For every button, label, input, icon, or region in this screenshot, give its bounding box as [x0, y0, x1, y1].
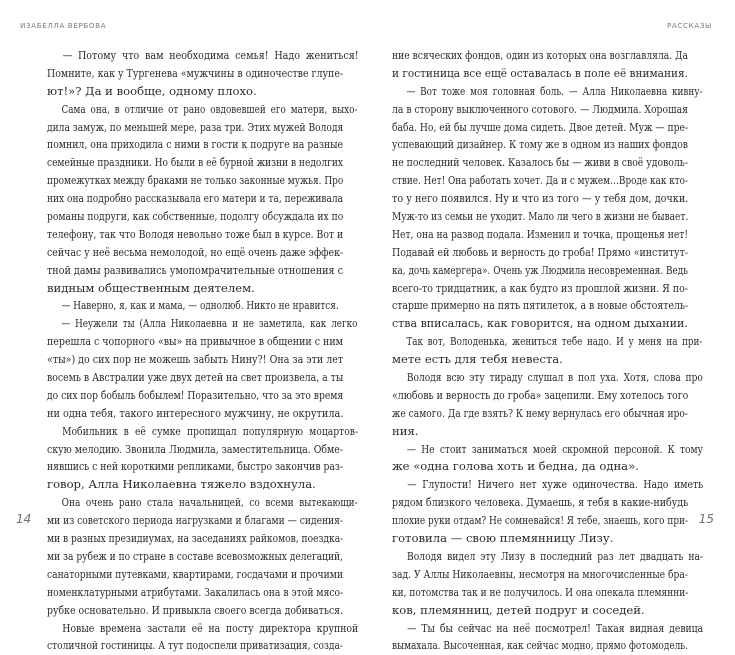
- text-line: ка, дочь камергера». Очень уж Людмила несовременная. Ведь: [392, 262, 689, 277]
- text-line: «ты») до сих пор не можешь забыть Нину?! Она за эти лет: [47, 352, 344, 367]
- text-line: до сих пор бобыль бобылем! Поразительно, что за это время: [47, 387, 344, 402]
- text-line: же «одна голова хоть и бедна, да одна».: [392, 459, 639, 474]
- text-line: — Наверно, я, как и мама, — однолюб. Никто не нравится.: [61, 298, 339, 313]
- text-line: Новые времена застали её на посту директора крупной: [62, 620, 359, 635]
- text-line: — Неужели ты (Алла Николаевна и не заметила, как легко: [61, 316, 358, 331]
- text-line: Подавай ей любовь и верность до гроба! Прямо «институт-: [392, 244, 689, 259]
- text-line: Володя всю эту тираду слушал в пол уха. Хотя, слова про: [406, 370, 703, 385]
- text-line: ют!»? Да и вообще, одному плохо.: [47, 83, 257, 98]
- text-line: Помните, как у Тургенева «мужчины в одиночестве глупе-: [47, 65, 344, 80]
- text-line: ние всяческих фондов, один из которых она возглавляла. Да: [392, 48, 688, 62]
- text-line: старше примерно на пять пятилеток, а в новые обстоятель-: [392, 298, 689, 313]
- text-line: романы подруги, как собственные, подолгу обсуждала их по: [47, 209, 344, 224]
- text-line: ми за рубеж и по стране в составе всевозможных делегаций,: [47, 548, 344, 563]
- text-line: то у него появился. Ну и что из того — у тебя дом, дочки.: [392, 191, 689, 206]
- text-line: — Потому что вам необходима семья! Надо жениться!: [62, 48, 359, 62]
- text-line: промежутках между браками не только законные мужья. Про: [47, 173, 344, 188]
- text-line: скую мелодию. Звонила Людмила, заместительница. Обме-: [47, 441, 343, 456]
- text-line: ми в разных президиумах, на заседаниях райкомов, поездка-: [47, 531, 344, 546]
- text-line: «любовь и верность до гроба» зацепили. Ему хотелось того: [392, 387, 689, 402]
- text-line: ства вписалась, как говорится, на одном дыхании.: [392, 316, 688, 331]
- text-line: и гостиница все ещё оставалась в поле её внимания.: [392, 65, 688, 80]
- text-line: вымахала. Высоченная, как сейчас модно, прямо фотомодель.: [392, 638, 688, 653]
- text-line: Так вот, Володенька, жениться тебе надо. И у меня на при-: [406, 334, 703, 349]
- text-line: ла в сторону выключенного сотового. — Людмила. Хорошая: [392, 101, 688, 116]
- text-line: перешла с чопорного «вы» на привычное в общении с ним: [47, 334, 343, 349]
- text-line: Мобильник в её сумке пропищал популярную моцартов-: [62, 423, 359, 438]
- text-line: телефону, так что Володя невольно тоже был в курсе. Вот и: [47, 226, 344, 241]
- text-line: — Не стоит заниматься моей скромной персоной. К тому: [406, 441, 703, 456]
- running-head-section: РАССКАЗЫ: [666, 21, 712, 30]
- text-line: дила замуж, по меньшей мере, раза три. Этих мужей Володя: [47, 119, 344, 134]
- text-line: ни одна тебя, такого интересного мужчину, не окрутила.: [47, 405, 344, 420]
- text-line: Нет, она на развод подала. Изменил и точка, прощенья нет!: [392, 226, 689, 241]
- page-number-left: 14: [16, 512, 32, 526]
- text-line: плохие руки отдам? Не сомневайся! Я тебе, знаешь, кого при-: [392, 513, 688, 528]
- text-line: мете есть для тебя невеста.: [392, 352, 563, 367]
- text-line: готовила — свою племянницу Лизу.: [392, 531, 614, 546]
- text-line: сейчас у неё весьма немолодой, но ещё очень даже эффек-: [47, 244, 344, 259]
- text-line: Муж-то из семьи не уходит. Мало ли чего в жизни не бывает.: [392, 209, 689, 224]
- text-line: рядом близкого человека. Думаешь, я тебя в какие-нибудь: [392, 495, 689, 510]
- text-line: всего-то тридцатник, а как будто из прошлой жизни. Я по-: [392, 280, 688, 295]
- left-page-text: [47, 47, 359, 655]
- text-line: Сама она, в отличие от рано овдовевшей его матери, выхо-: [61, 101, 358, 116]
- text-line: видным общественным деятелем.: [47, 280, 255, 295]
- text-line: них она подробно рассказывала его матери и та, переживала: [47, 191, 343, 206]
- running-head-author: ИЗАБЕЛЛА ВЕРБОВА: [20, 21, 107, 30]
- text-line: баба. Но, ей бы лучше дома сидеть. Двое детей. Муж — пре-: [392, 119, 689, 134]
- text-line: рубке основательно. И привыкла своего всегда добиваться.: [47, 602, 344, 617]
- text-line: ки, потомства так и не получилось. И она опекала племянни-: [392, 584, 689, 599]
- text-line: — Вот тоже моя головная боль. — Алла Николаевна кивну-: [406, 83, 703, 98]
- text-line: успевающий дизайнер. К тому же в одном из наших фондов: [392, 137, 688, 152]
- text-line: Володя видел эту Лизу в последний раз лет двадцать на-: [407, 548, 704, 563]
- left-page: [0, 0, 367, 653]
- text-line: нявшись с ней короткими репликами, быстро закончив раз-: [47, 459, 344, 474]
- text-line: номенклатурными атрибутами. Закалилась она в этой мясо-: [47, 584, 344, 599]
- text-line: не последний человек. Казалось бы — живи в своё удоволь-: [392, 155, 689, 170]
- right-page-text: [392, 47, 704, 655]
- page-number-right: 15: [698, 512, 714, 526]
- text-line: зад. У Аллы Николаевны, несмотря на многочисленные бра-: [392, 566, 688, 581]
- text-line: — Ты бы сейчас на неё посмотрел! Такая видная девица: [407, 620, 704, 635]
- right-page: [367, 0, 735, 653]
- text-line: — Глупости! Ничего нет хуже одиночества. Надо иметь: [407, 477, 704, 492]
- text-line: ми из советского периода нагрузками и благами — сидения-: [47, 513, 343, 528]
- text-line: помнил, она приходила с ними в гости к подруге на разные: [47, 137, 344, 152]
- text-line: же самого. Да где взять? К нему вернулась его обычная иро-: [392, 405, 688, 420]
- text-line: восемь в Австралии уже двух детей на свет произвела, а ты: [47, 370, 344, 385]
- text-line: ков, племянниц, детей подруг и соседей.: [392, 602, 645, 617]
- text-line: столичной гостиницы. А тут подоспели приватизация, созда-: [47, 638, 344, 653]
- text-line: семейные праздники. Но были в её бурной жизни в недолгих: [47, 155, 343, 170]
- text-line: Она очень рано стала начальницей, со всеми вытекающи-: [61, 495, 358, 510]
- text-line: говор, Алла Николаевна тяжело вздохнула.: [47, 477, 316, 492]
- text-line: ствие. Нет! Она работать хочет. Да и с мужем…Вроде как кто-: [392, 173, 689, 188]
- text-line: тной дамы развивались умопомрачительные отношения с: [47, 262, 343, 277]
- text-line: ния.: [392, 423, 419, 438]
- text-line: санаторными путевками, квартирами, госдачами и прочими: [47, 566, 343, 581]
